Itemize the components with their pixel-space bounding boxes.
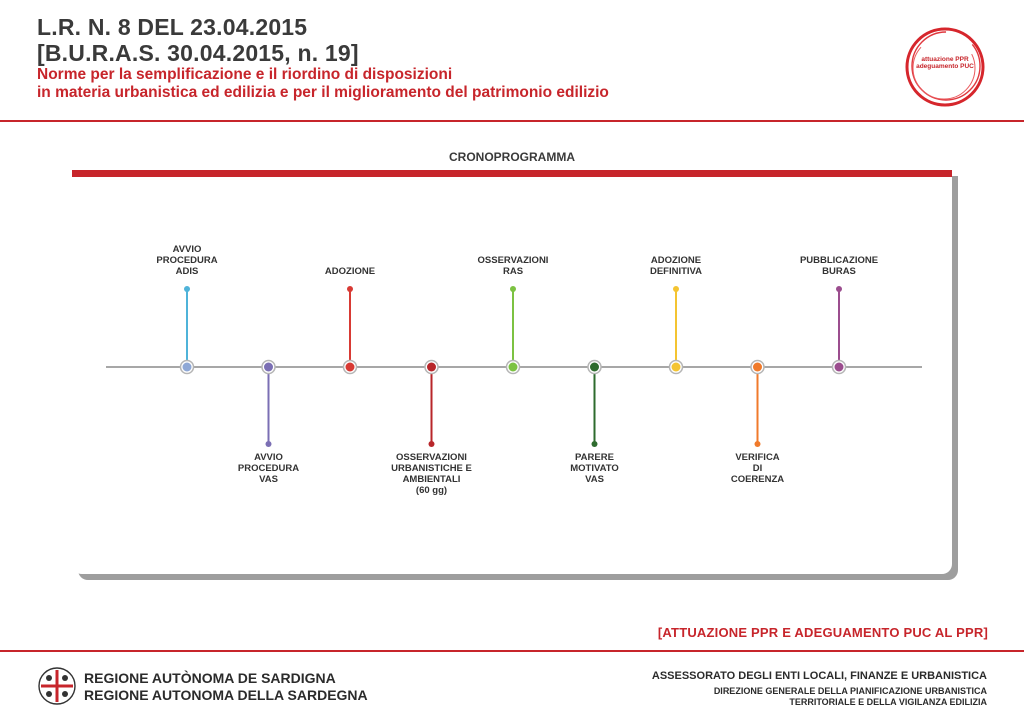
title-line-1: L.R. N. 8 DEL 23.04.2015 <box>37 14 308 40</box>
department-name: ASSESSORATO DEGLI ENTI LOCALI, FINANZE E URBANISTICA <box>651 670 987 682</box>
milestone-label-line: BURAS <box>822 266 856 277</box>
milestone-label <box>295 266 405 277</box>
milestone-dot <box>427 363 436 372</box>
milestone-label-line: ADOZIONE <box>650 255 702 266</box>
milestone-dot <box>183 363 192 372</box>
milestone-label <box>132 244 242 277</box>
milestone-label-line: ADOZIONE <box>324 266 376 277</box>
milestone-label-line: RAS <box>502 266 524 277</box>
sardinia-crest-icon <box>37 666 77 706</box>
milestone-label <box>703 452 813 485</box>
step-end-dot <box>184 286 190 292</box>
milestone-label-line: URBANISTICHE E <box>391 463 472 474</box>
milestone-dot <box>590 363 599 372</box>
step-end-dot <box>429 441 435 447</box>
milestone-label-line: AMBIENTALI <box>402 474 461 485</box>
step-end-dot <box>266 441 272 447</box>
region-name-sardinian: REGIONE AUTÒNOMA DE SARDIGNA <box>84 670 336 686</box>
milestone-label-line: DEFINITIVA <box>649 266 703 277</box>
milestone-dot <box>264 363 273 372</box>
milestone-label-line: COERENZA <box>730 474 785 485</box>
step-end-dot <box>673 286 679 292</box>
milestone-label-line: VAS <box>585 474 604 485</box>
milestone-label <box>621 255 731 277</box>
milestone-dot <box>753 363 762 372</box>
milestone-dot <box>672 363 681 372</box>
milestone-label <box>784 255 894 277</box>
program-tag: [ATTUAZIONE PPR E ADEGUAMENTO PUC AL PPR] <box>657 625 988 640</box>
milestone-label <box>377 452 487 496</box>
milestone-label-line: DI <box>752 463 763 474</box>
milestone-label-line: AVVIO <box>254 452 283 463</box>
step-end-dot <box>592 441 598 447</box>
subtitle-line-2: in materia urbanistica ed edilizia e per il miglioramento del patrimonio edilizio <box>37 84 609 101</box>
milestone-dot <box>835 363 844 372</box>
milestone-label-line: (60 gg) <box>415 485 448 496</box>
milestone-label-line: AVVIO <box>172 244 202 255</box>
milestone-label-line: PROCEDURA <box>237 463 300 474</box>
directorate-line-2: TERRITORIALE E DELLA VIGILANZA EDILIZIA <box>789 697 987 707</box>
milestone-label-line: VERIFICA <box>735 452 780 463</box>
milestone-label-line: ADIS <box>175 266 199 277</box>
directorate-line-1: DIREZIONE GENERALE DELLA PIANIFICAZIONE URBANISTICA <box>713 686 987 696</box>
milestone-label-line: PROCEDURA <box>156 255 218 266</box>
logo-line-1: attuazione PPR <box>921 56 969 63</box>
title-line-2: [B.U.R.A.S. 30.04.2015, n. 19] <box>37 40 359 66</box>
step-end-dot <box>510 286 516 292</box>
milestone-label <box>540 452 650 485</box>
milestone-label-line: PARERE <box>575 452 614 463</box>
step-end-dot <box>347 286 353 292</box>
footer-divider <box>0 650 1024 652</box>
milestone-label-line: PUBBLICAZIONE <box>799 255 879 266</box>
milestone-label-line: OSSERVAZIONI <box>396 452 467 463</box>
milestone-dot <box>509 363 518 372</box>
step-end-dot <box>755 441 761 447</box>
milestone-label-line: OSSERVAZIONI <box>477 255 549 266</box>
milestone-label-line: VAS <box>259 474 278 485</box>
milestone-label <box>214 452 324 485</box>
step-end-dot <box>836 286 842 292</box>
logo-line-2: adeguamento PUC <box>916 63 974 70</box>
subtitle-line-1: Norme per la semplificazione e il riordino di disposizioni <box>37 66 453 83</box>
milestone-dot <box>346 363 355 372</box>
section-title: CRONOPROGRAMMA <box>449 150 575 164</box>
milestone-label-line: MOTIVATO <box>570 463 619 474</box>
milestone-label <box>458 255 568 277</box>
region-name-italian: REGIONE AUTONOMA DELLA SARDEGNA <box>84 687 368 703</box>
